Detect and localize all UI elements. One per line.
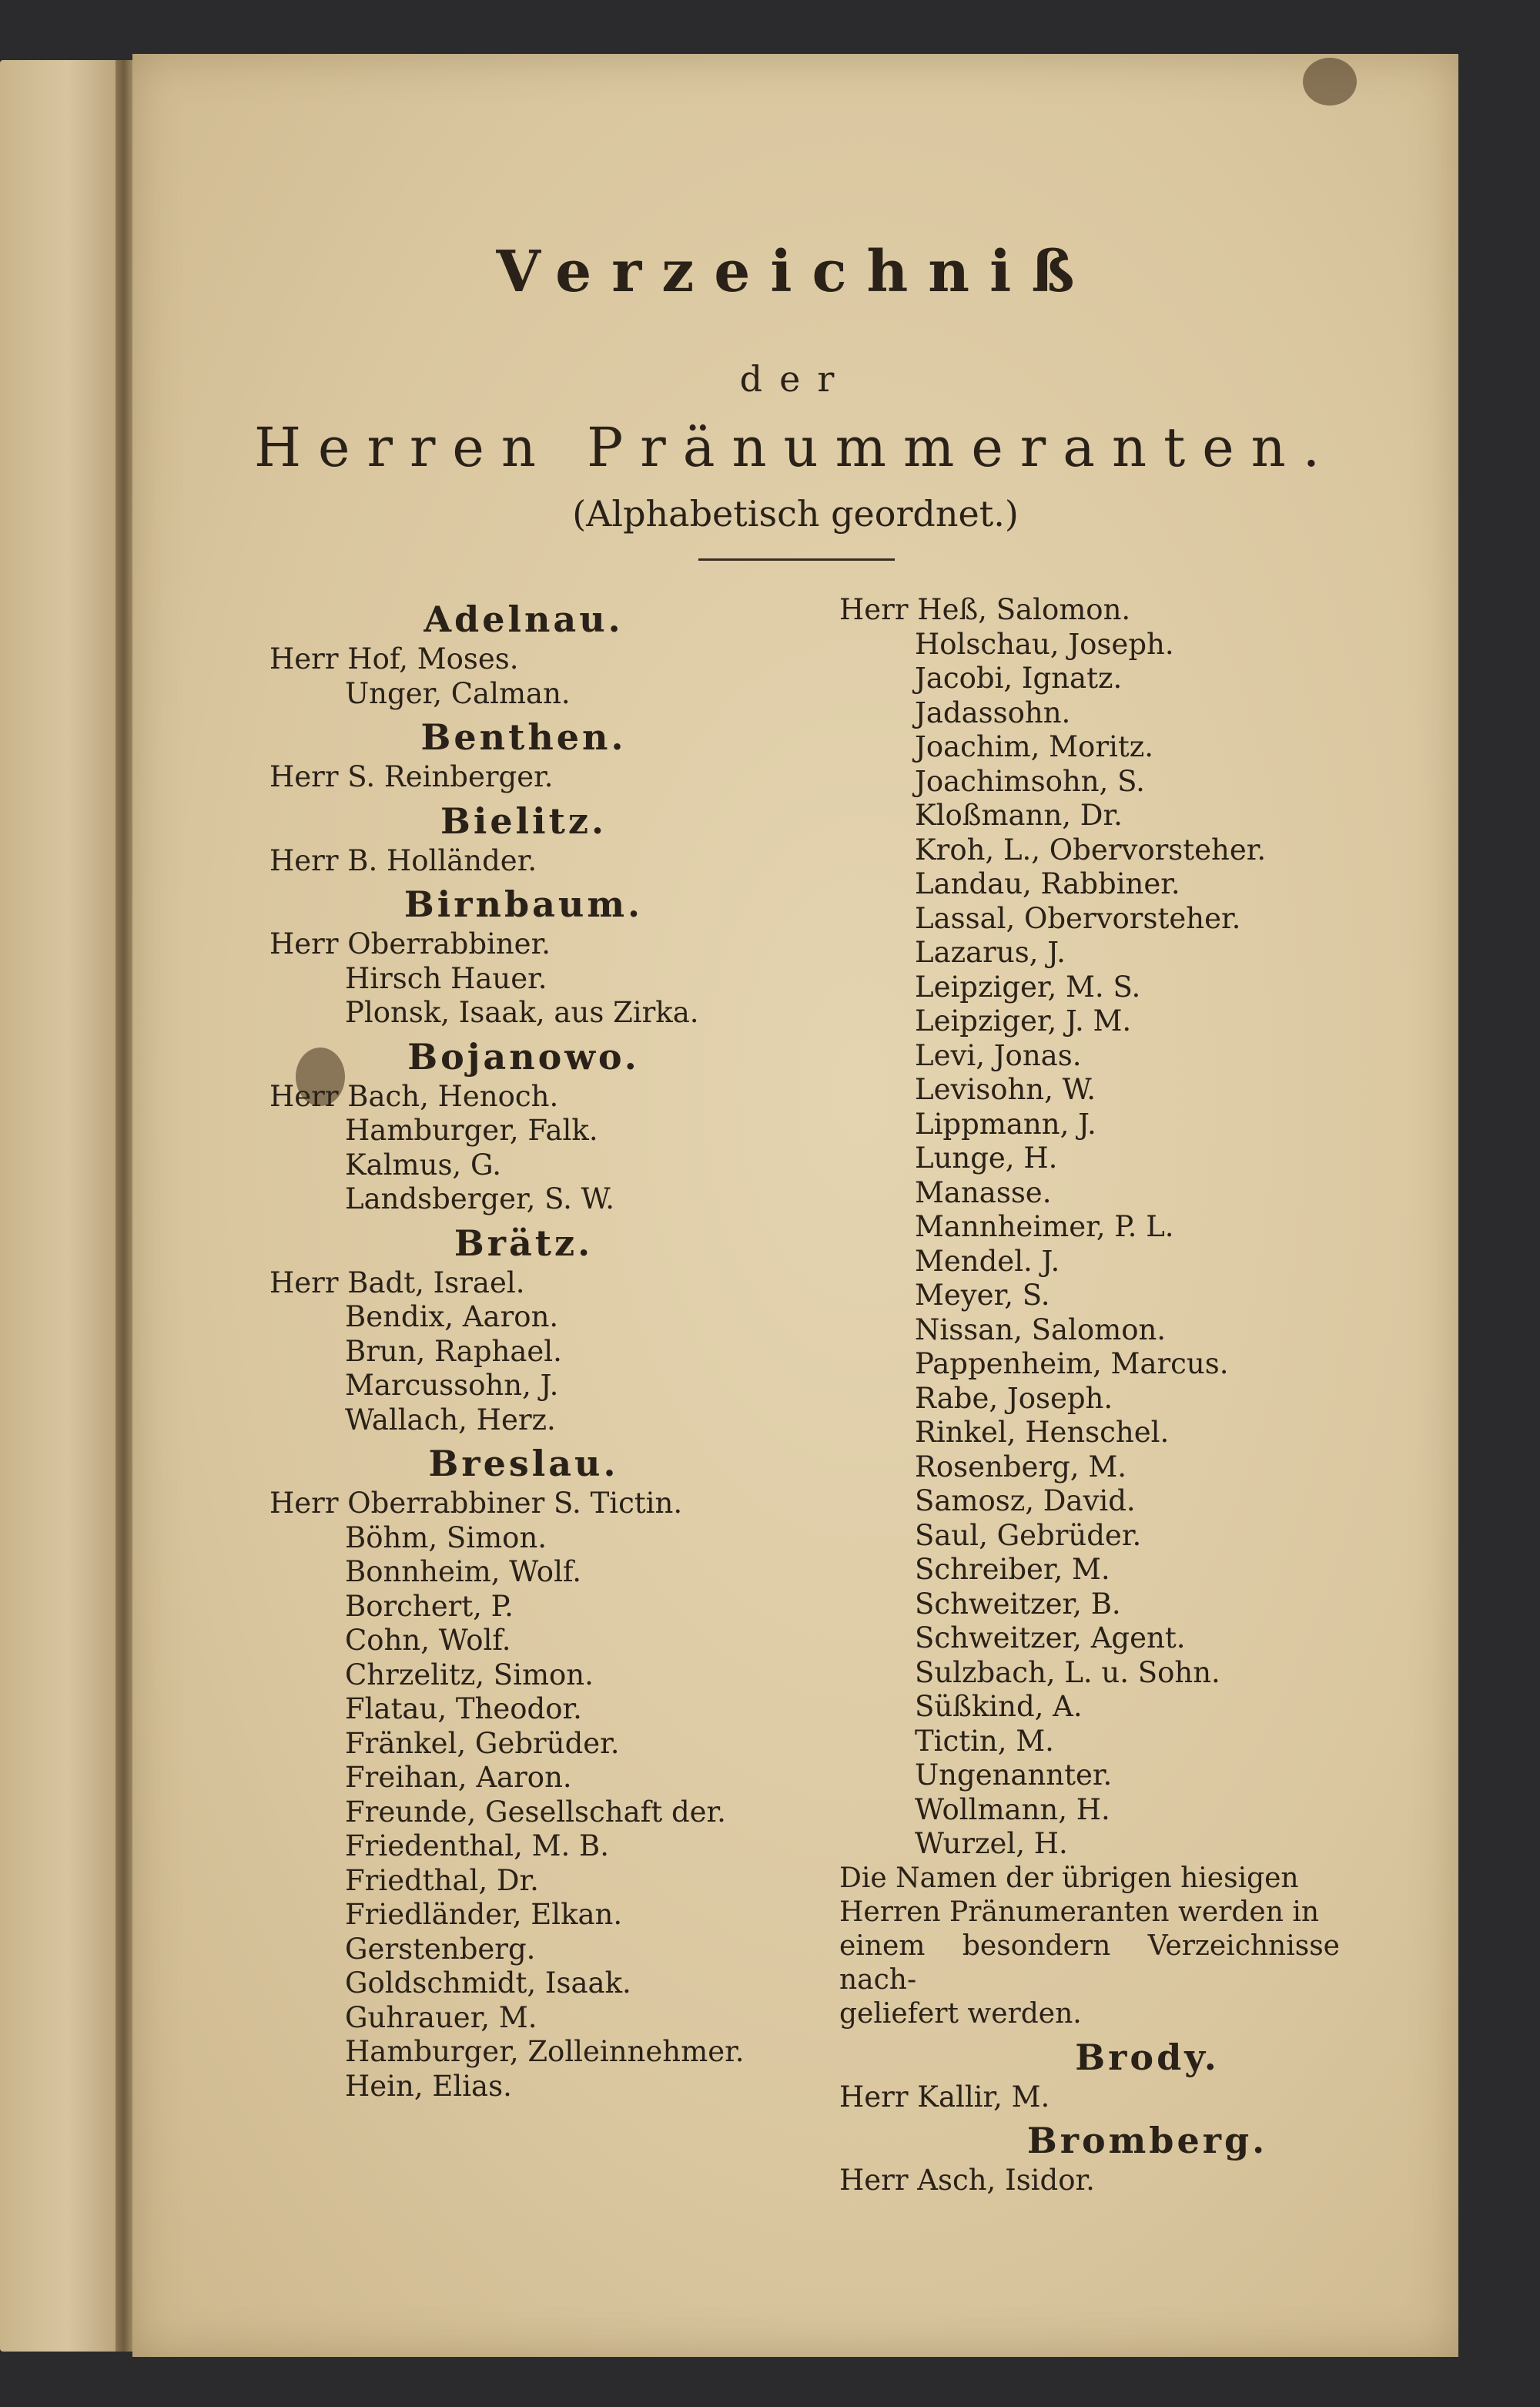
city-heading: Bromberg. — [1026, 2120, 1268, 2161]
city-heading: Brätz. — [454, 1222, 594, 1264]
subscriber-entry: Manasse. — [915, 1175, 1052, 1209]
subscriber-entry: Ungenannter. — [915, 1758, 1113, 1792]
title-divider — [698, 558, 895, 561]
subscriber-entry: Hamburger, Zolleinnehmer. — [345, 2035, 745, 2068]
subscriber-entry: Herr S. Reinberger. — [270, 760, 554, 793]
city-heading: Benthen. — [420, 716, 627, 758]
note-line: Herren Pränumeranten werden in — [839, 1896, 1320, 1928]
subscriber-entry: Rosenberg, M. — [915, 1450, 1127, 1483]
subscriber-entry: Joachimsohn, S. — [915, 764, 1145, 798]
subscriber-entry: Jadassohn. — [915, 696, 1071, 729]
subscriber-entry: Schweitzer, Agent. — [915, 1621, 1186, 1654]
document-page — [132, 54, 1458, 2357]
subscriber-entry: Unger, Calman. — [345, 676, 571, 710]
subscriber-entry: Joachim, Moritz. — [915, 730, 1153, 763]
subscriber-entry: Lippmann, J. — [915, 1107, 1096, 1141]
subscriber-entry: Schreiber, M. — [915, 1553, 1110, 1586]
book-spine — [116, 60, 132, 2352]
subscriber-entry: Pappenheim, Marcus. — [915, 1347, 1229, 1380]
subscriber-entry: Mannheimer, P. L. — [915, 1210, 1174, 1243]
subscriber-entry: Bendix, Aaron. — [345, 1300, 559, 1333]
subscriber-entry: Süßkind, A. — [915, 1690, 1083, 1723]
subscriber-entry: Levi, Jonas. — [915, 1038, 1082, 1072]
subscriber-entry: Kalmus, G. — [345, 1148, 501, 1182]
subscriber-entry: Hamburger, Falk. — [345, 1114, 598, 1147]
subscriber-entry: Böhm, Simon. — [345, 1520, 547, 1554]
note-line: einem besondern Verzeichnisse nach- — [839, 1929, 1340, 1996]
subscriber-entry: Hirsch Hauer. — [345, 961, 547, 995]
left-column — [270, 593, 778, 2104]
subscriber-entry: Bonnheim, Wolf. — [345, 1555, 582, 1588]
subscriber-entry: Herr Oberrabbiner S. Tictin. — [270, 1487, 683, 1520]
subscriber-entry: Rinkel, Henschel. — [915, 1416, 1170, 1449]
subscriber-entry: Cohn, Wolf. — [345, 1624, 511, 1657]
subscriber-entry: Nissan, Salomon. — [915, 1312, 1167, 1346]
subscriber-entry: Freihan, Aaron. — [345, 1761, 572, 1794]
city-heading: Brody. — [1075, 2036, 1220, 2078]
subscriber-entry: Plonsk, Isaak, aus Zirka. — [345, 996, 699, 1029]
subscriber-entry: Kroh, L., Obervorsteher. — [915, 833, 1267, 867]
city-heading: Birnbaum. — [403, 883, 644, 925]
subscriber-entry: Herr Asch, Isidor. — [839, 2164, 1095, 2197]
subscriber-entry: Rabe, Joseph. — [915, 1381, 1113, 1415]
subscriber-entry: Guhrauer, M. — [345, 2000, 537, 2034]
subscriber-entry: Freunde, Gesellschaft der. — [345, 1795, 726, 1829]
subscriber-entry: Friedländer, Elkan. — [345, 1898, 623, 1931]
subscriber-entry: Lazarus, J. — [915, 936, 1066, 969]
page-title: Verzeichniß — [496, 239, 1095, 305]
subscriber-entry: Flatau, Theodor. — [345, 1692, 582, 1725]
subscriber-entry: Leipziger, J. M. — [915, 1004, 1132, 1038]
subscriber-entry: Gerstenberg. — [345, 1932, 536, 1966]
subscriber-entry: Herr Heß, Salomon. — [839, 593, 1131, 626]
subscriber-entry: Jacobi, Ignatz. — [915, 662, 1123, 695]
subscriber-entry: Fränkel, Gebrüder. — [345, 1726, 620, 1760]
subscriber-entry: Leipziger, M. S. — [915, 970, 1141, 1004]
city-heading: Adelnau. — [424, 598, 624, 640]
subscriber-entry: Herr Hof, Moses. — [270, 642, 519, 676]
note-paragraph — [839, 1862, 1340, 2031]
subscriber-entry: Schweitzer, B. — [915, 1587, 1121, 1621]
subscriber-entry: Mendel. J. — [915, 1244, 1060, 1278]
subscriber-entry: Landau, Rabbiner. — [915, 867, 1180, 900]
note-line: Die Namen der übrigen hiesigen — [839, 1862, 1299, 1894]
subscriber-entry: Lassal, Obervorsteher. — [915, 901, 1241, 935]
page-subtitle: Herren Pränummeranten. — [254, 416, 1337, 479]
subscriber-entry: Herr Badt, Israel. — [270, 1266, 525, 1299]
subscriber-entry: Lunge, H. — [915, 1141, 1058, 1175]
subscriber-entry: Saul, Gebrüder. — [915, 1518, 1142, 1552]
subscriber-entry: Tictin, M. — [915, 1724, 1054, 1758]
subscriber-entry: Holschau, Joseph. — [915, 627, 1174, 661]
city-heading: Bielitz. — [440, 800, 607, 842]
subscriber-entry: Herr Bach, Henoch. — [270, 1079, 559, 1113]
subscriber-entry: Sulzbach, L. u. Sohn. — [915, 1655, 1220, 1689]
subscriber-entry: Friedthal, Dr. — [345, 1863, 539, 1897]
subscriber-entry: Kloßmann, Dr. — [915, 799, 1123, 832]
subscriber-entry: Brun, Raphael. — [345, 1334, 562, 1368]
subscriber-entry: Chrzelitz, Simon. — [345, 1658, 594, 1691]
subscriber-entry: Goldschmidt, Isaak. — [345, 1966, 631, 2000]
subscriber-entry: Wollmann, H. — [915, 1792, 1110, 1826]
subscriber-entry: Wurzel, H. — [915, 1827, 1068, 1860]
subscriber-entry: Wallach, Herz. — [345, 1403, 556, 1436]
subscriber-entry: Meyer, S. — [915, 1279, 1050, 1312]
page-note: (Alphabetisch geordnet.) — [572, 493, 1019, 535]
subscriber-entry: Hein, Elias. — [345, 2069, 512, 2103]
city-heading: Breslau. — [428, 1443, 619, 1484]
note-line: geliefert werden. — [839, 1997, 1082, 2030]
subscriber-entry: Marcussohn, J. — [345, 1369, 559, 1402]
subscriber-entry: Herr B. Holländer. — [270, 843, 537, 877]
subscriber-entry: Borchert, P. — [345, 1589, 514, 1623]
subscriber-entry: Samosz, David. — [915, 1484, 1136, 1517]
subscriber-entry: Herr Oberrabbiner. — [270, 927, 551, 960]
city-heading: Bojanowo. — [407, 1035, 640, 1078]
page-stain — [1303, 58, 1357, 106]
page-title-der: der — [739, 358, 852, 400]
subscriber-entry: Levisohn, W. — [915, 1073, 1096, 1106]
right-column — [839, 593, 1455, 2198]
subscriber-entry: Herr Kallir, M. — [839, 2080, 1050, 2114]
subscriber-entry: Friedenthal, M. B. — [345, 1829, 609, 1862]
subscriber-entry: Landsberger, S. W. — [345, 1182, 615, 1215]
facing-page-edge — [0, 60, 122, 2352]
